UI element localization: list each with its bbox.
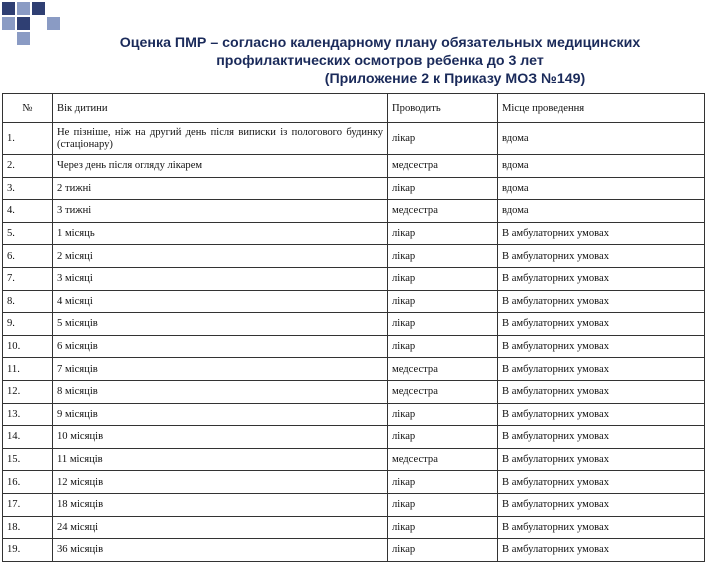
row-performed-by: лікар <box>388 335 498 358</box>
row-number: 13. <box>3 403 53 426</box>
table-row <box>3 267 705 290</box>
row-performed-by: лікар <box>388 471 498 494</box>
table-row <box>3 313 705 336</box>
table-body <box>3 123 705 562</box>
table-row <box>3 335 705 358</box>
deco-square-2 <box>17 2 30 15</box>
row-location: В амбулаторних умовах <box>498 267 705 290</box>
row-number: 6. <box>3 245 53 268</box>
row-child-age: 3 місяці <box>53 267 388 290</box>
row-number: 5. <box>3 222 53 245</box>
title-line-3: (Приложение 2 к Приказу МОЗ №149) <box>324 71 586 87</box>
table-row <box>3 358 705 381</box>
row-location: В амбулаторних умовах <box>498 222 705 245</box>
row-location: В амбулаторних умовах <box>498 335 705 358</box>
row-location: В амбулаторних умовах <box>498 358 705 381</box>
row-performed-by: лікар <box>388 516 498 539</box>
row-performed-by: медсестра <box>388 155 498 178</box>
row-location: вдома <box>498 155 705 178</box>
table-row <box>3 245 705 268</box>
header-location: Місце проведення <box>498 94 705 123</box>
row-performed-by: медсестра <box>388 358 498 381</box>
row-number: 2. <box>3 155 53 178</box>
header-number: № <box>3 94 53 123</box>
table-row <box>3 448 705 471</box>
row-number: 9. <box>3 313 53 336</box>
row-number: 14. <box>3 426 53 449</box>
row-child-age: Не пізніше, ніж на другий день після виписки із пологового будинку (стаціонару) <box>53 123 388 155</box>
table-row <box>3 123 705 155</box>
row-child-age: 5 місяців <box>53 313 388 336</box>
table-row <box>3 380 705 403</box>
row-location: В амбулаторних умовах <box>498 448 705 471</box>
row-number: 19. <box>3 539 53 562</box>
row-child-age: 3 тижні <box>53 200 388 223</box>
row-child-age: 9 місяців <box>53 403 388 426</box>
row-location: В амбулаторних умовах <box>498 313 705 336</box>
row-performed-by: лікар <box>388 403 498 426</box>
table-row <box>3 516 705 539</box>
row-child-age: 6 місяців <box>53 335 388 358</box>
row-child-age: 8 місяців <box>53 380 388 403</box>
table-row <box>3 426 705 449</box>
row-child-age: 1 місяць <box>53 222 388 245</box>
row-performed-by: лікар <box>388 313 498 336</box>
row-child-age: 18 місяців <box>53 493 388 516</box>
row-number: 18. <box>3 516 53 539</box>
row-performed-by: лікар <box>388 290 498 313</box>
row-location: В амбулаторних умовах <box>498 539 705 562</box>
title-line-2: профилактических осмотров ребенка до 3 лет <box>216 53 544 69</box>
row-child-age: 7 місяців <box>53 358 388 381</box>
row-number: 3. <box>3 177 53 200</box>
row-number: 10. <box>3 335 53 358</box>
deco-square-1 <box>2 2 15 15</box>
table-row <box>3 222 705 245</box>
row-number: 1. <box>3 123 53 155</box>
row-performed-by: лікар <box>388 267 498 290</box>
row-number: 17. <box>3 493 53 516</box>
row-performed-by: лікар <box>388 222 498 245</box>
row-child-age: 12 місяців <box>53 471 388 494</box>
row-number: 12. <box>3 380 53 403</box>
table-row <box>3 471 705 494</box>
table-row <box>3 539 705 562</box>
row-location: вдома <box>498 177 705 200</box>
row-number: 16. <box>3 471 53 494</box>
row-performed-by: лікар <box>388 123 498 155</box>
row-location: В амбулаторних умовах <box>498 471 705 494</box>
title-line-1: Оценка ПМР – согласно календарному плану обязательных медицинских <box>119 35 641 51</box>
row-performed-by: лікар <box>388 426 498 449</box>
row-location: В амбулаторних умовах <box>498 380 705 403</box>
row-child-age: 2 тижні <box>53 177 388 200</box>
row-performed-by: медсестра <box>388 380 498 403</box>
header-performed-by: Проводить <box>388 94 498 123</box>
corner-decoration <box>0 0 62 44</box>
deco-square-5 <box>17 17 30 30</box>
table-row <box>3 200 705 223</box>
row-child-age: 36 місяців <box>53 539 388 562</box>
deco-square-3 <box>32 2 45 15</box>
row-child-age: 2 місяці <box>53 245 388 268</box>
table-row <box>3 177 705 200</box>
row-child-age: 4 місяці <box>53 290 388 313</box>
table-header-row <box>3 94 705 123</box>
row-child-age: 11 місяців <box>53 448 388 471</box>
row-performed-by: лікар <box>388 245 498 268</box>
table-row <box>3 403 705 426</box>
row-location: В амбулаторних умовах <box>498 290 705 313</box>
row-performed-by: медсестра <box>388 448 498 471</box>
row-child-age: Через день після огляду лікарем <box>53 155 388 178</box>
row-location: В амбулаторних умовах <box>498 493 705 516</box>
row-performed-by: лікар <box>388 177 498 200</box>
deco-square-7 <box>47 17 60 30</box>
row-location: В амбулаторних умовах <box>498 403 705 426</box>
row-number: 8. <box>3 290 53 313</box>
page-title <box>60 34 700 88</box>
table-row <box>3 155 705 178</box>
row-child-age: 24 місяці <box>53 516 388 539</box>
checkup-schedule-table <box>2 93 705 562</box>
row-performed-by: медсестра <box>388 200 498 223</box>
row-number: 4. <box>3 200 53 223</box>
row-location: В амбулаторних умовах <box>498 516 705 539</box>
deco-square-4 <box>2 17 15 30</box>
header-child-age: Вік дитини <box>53 94 388 123</box>
table-row <box>3 493 705 516</box>
row-child-age: 10 місяців <box>53 426 388 449</box>
row-performed-by: лікар <box>388 539 498 562</box>
row-location: вдома <box>498 200 705 223</box>
row-number: 15. <box>3 448 53 471</box>
row-location: вдома <box>498 123 705 155</box>
row-location: В амбулаторних умовах <box>498 426 705 449</box>
row-performed-by: лікар <box>388 493 498 516</box>
row-number: 7. <box>3 267 53 290</box>
table-row <box>3 290 705 313</box>
row-number: 11. <box>3 358 53 381</box>
deco-square-6 <box>17 32 30 45</box>
row-location: В амбулаторних умовах <box>498 245 705 268</box>
